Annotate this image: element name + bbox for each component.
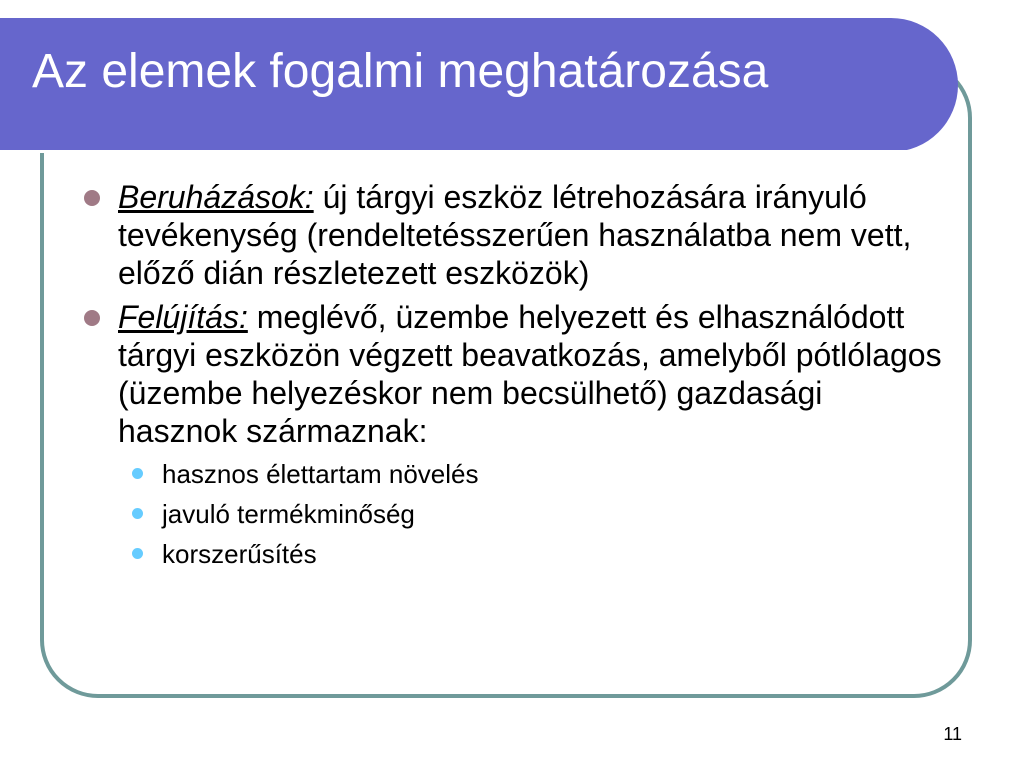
sub-bullet-item	[118, 454, 942, 494]
sub-bullet-item	[118, 534, 942, 574]
bullet-term: Beruházások:	[118, 179, 314, 215]
sub-bullet-dot-icon	[132, 508, 143, 519]
sub-bullet-dot-icon	[132, 468, 143, 479]
page-number: 11	[943, 724, 962, 744]
bullet-dot-icon	[84, 310, 100, 326]
sub-bullet-text: korszerűsítés	[162, 539, 317, 569]
sub-bullet-item	[118, 494, 942, 534]
title-underline	[0, 150, 908, 153]
bullet-term: Felújítás:	[118, 299, 248, 335]
sub-bullet-text: javuló termékminőség	[162, 499, 415, 529]
bullet-dot-icon	[84, 190, 100, 206]
sub-bullet-list	[118, 454, 942, 574]
bullet-item-beruhazasok	[82, 178, 942, 292]
slide-title: Az elemek fogalmi meghatározása	[32, 45, 769, 98]
sub-bullet-text: hasznos élettartam növelés	[162, 459, 479, 489]
bullet-text: meglévő, üzembe helyezett és elhasználódott tárgyi eszközön végzett beavatkozás, amelyből pótlólagos (üzembe helyezéskor nem becsülhető) gazdasági hasznok származnak:	[118, 299, 942, 449]
sub-bullet-dot-icon	[132, 548, 143, 559]
bullet-list	[82, 178, 942, 580]
bullet-item-felujitas	[82, 298, 942, 574]
bullet-text: új tárgyi eszköz létrehozására irányuló tevékenység (rendeltetésszerűen használatba nem vett, előző dián részletezett eszközök)	[118, 179, 912, 291]
